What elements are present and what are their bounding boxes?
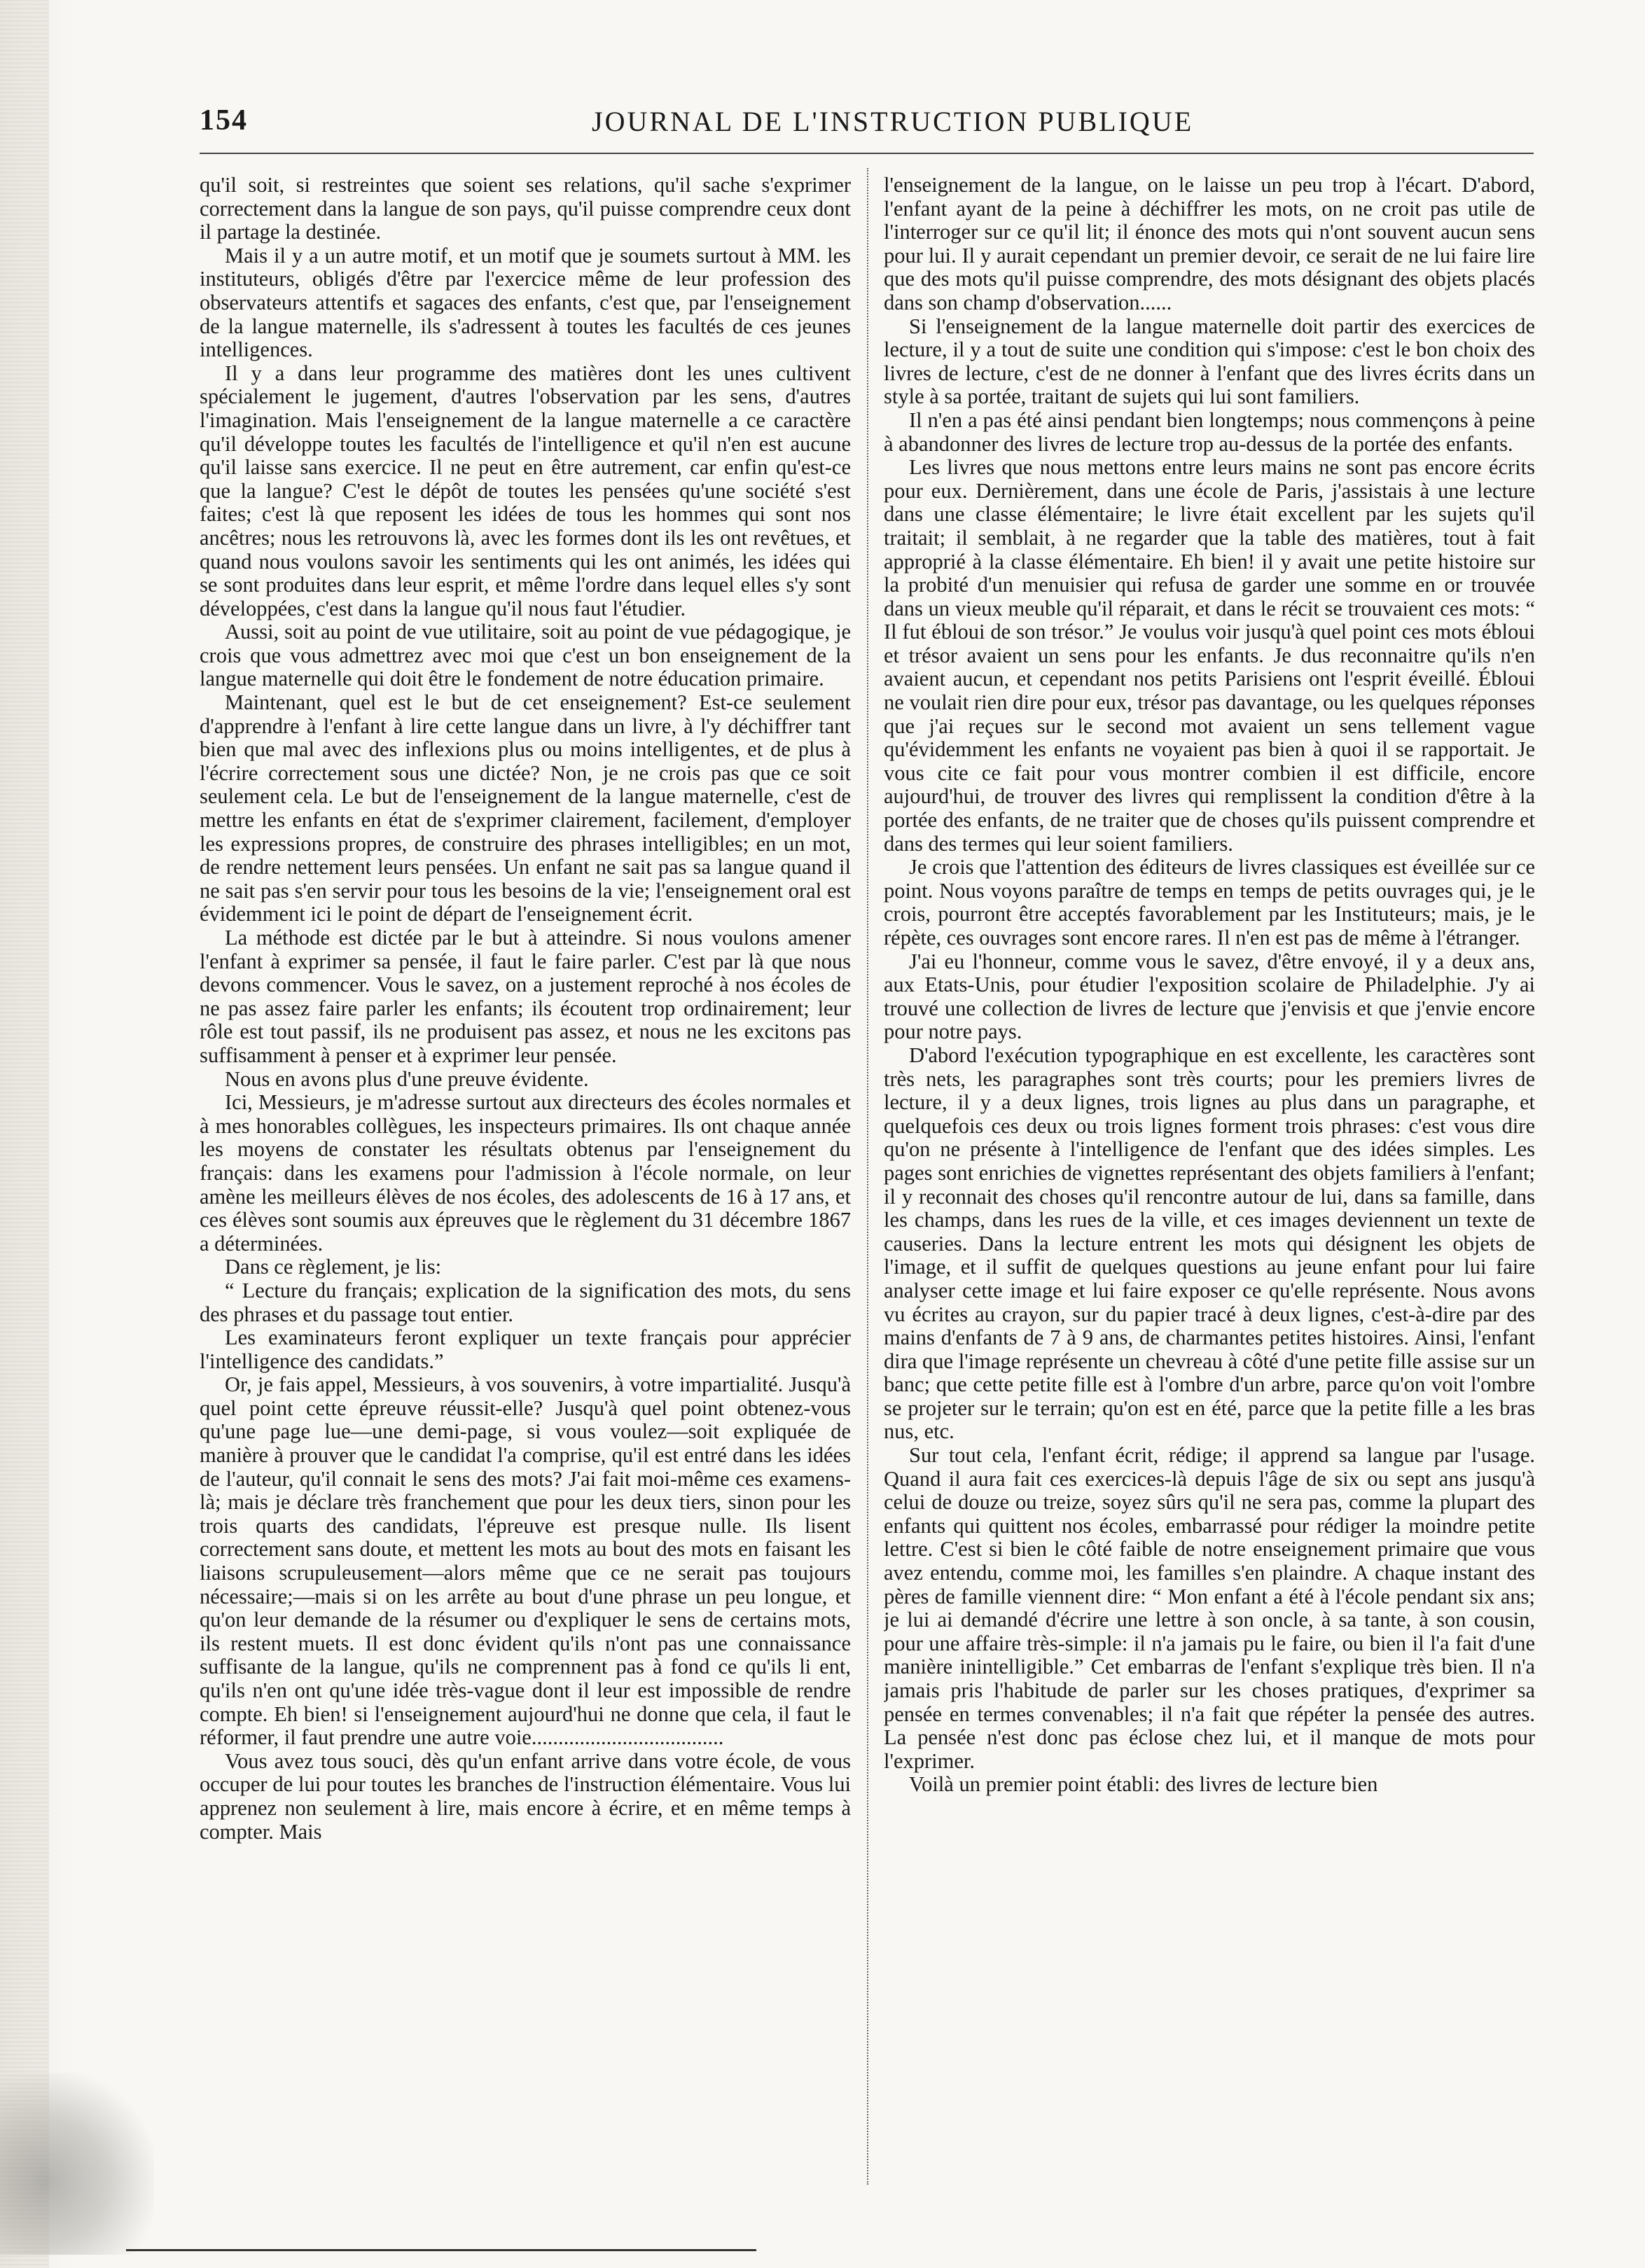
paragraph: La méthode est dictée par le but à atteindre. Si nous voulons amener l'enfant à exprimer sa pensée, il faut le faire parler. C'est par là que nous devons commencer. Vous le savez, on a justement reproché à nos écoles de ne pas assez faire parler les enfants; ils écoutent trop ordinairement; leur rôle est tout passif, ils ne produisent pas assez, et nous ne les excitons pas suffisamment à penser et à exprimer leur pensée. — [200, 926, 851, 1067]
journal-title: JOURNAL DE L'INSTRUCTION PUBLIQUE — [592, 106, 1194, 137]
quoted-paragraph: “ Lecture du français; explication de la signification des mots, du sens des phrases et du passage tout entier. — [200, 1278, 851, 1326]
paragraph: Ici, Messieurs, je m'adresse surtout aux directeurs des écoles normales et à mes honorables collègues, les inspecteurs primaires. Ils ont chaque année les moyens de constater les résultats obtenus par l'enseignement du français: dans les examens pour l'admission à l'école normale, on leur amène les meilleurs élèves de nos écoles, des adolescents de 16 à 17 ans, et ces élèves sont soumis aux épreuves que le règlement du 31 décembre 1867 a déterminées. — [200, 1090, 851, 1255]
header-rule — [200, 153, 1534, 154]
page-corner-smudge — [0, 2073, 154, 2255]
paragraph: Voilà un premier point établi: des livres de lecture bien — [909, 1772, 1378, 1797]
paragraph: Les livres que nous mettons entre leurs mains ne sont pas encore écrits pour eux. Dernièrement, dans une école de Paris, j'assistais à une lecture dans une classe élémentaire; le livre était excellent par les sujets qu'il traitait; il semblait, à ne regarder que la table des matières, tout à fait approprié à la classe élémentaire. Eh bien! il y avait une petite histoire sur la probité d'un menuisier qui refusa de garder une somme en or trouvée dans un vieux meuble qu'il réparait, et dans le récit se trouvaient ces mots: “ Il fut ébloui de son trésor.” Je voulus voir jusqu'à quel point ces mots ébloui et trésor avaient un sens pour les enfants. Je dus reconnaitre qu'ils n'en avaient aucun, et cependant nos petits Parisiens ont l'esprit éveillé. Ébloui ne voulait rien dire pour eux, trésor pas davantage, ou les quelques réponses que j'ai reçues sur le second mot avaient un sens tellement vague qu'évidemment les enfants ne voyaient pas bien à quoi il se rapportait. Je vous cite ce fait pour vous montrer combien il est difficile, encore aujourd'hui, de trouver des livres qui remplissent la condition d'être à la portée des enfants, de ne traiter que de choses qu'ils puissent comprendre et dans des termes qui leur soient familiers. — [884, 455, 1535, 856]
paragraph: qu'il soit, si restreintes que soient ses relations, qu'il sache s'exprimer correctement dans la langue de son pays, qu'il puisse comprendre ceux dont il partage la destinée. — [200, 174, 851, 244]
paragraph: D'abord l'exécution typographique en est excellente, les caractères sont très nets, les paragraphes sont très courts; pour les premiers livres de lecture, il y a deux lignes, trois lignes au plus dans un paragraphe, et quelquefois ces deux ou trois lignes forment trois phrases: c'est vous dire qu'on ne présente à l'intelligence de l'enfant que des idées simples. Les pages sont enrichies de vignettes représentant des objets familiers à l'enfant; il y reconnait des choses qu'il rencontre autour de lui, dans sa famille, dans les champs, dans les rues de la ville, et ces images deviennent un texte de causeries. Dans la lecture entrent les mots qui désignent les objets de l'image, et il suffit de quelques questions au jeune enfant pour lui faire analyser cette image et lui faire exposer ce qu'elle représente. Nous avons vu écrites au crayon, sur du papier tracé à deux lignes, c'est-à-dire par des mains d'enfants de 7 à 9 ans, de charmantes petites histoires. Ainsi, l'enfant dira que l'image représente un chevreau à côté d'une petite fille assise sur un banc; que cette petite fille est à l'ombre d'un arbre, parce qu'on voit l'ombre se projeter sur le terrain; qu'on est en été, parce que la petite fille a les bras nus, etc. — [884, 1043, 1535, 1444]
paragraph: Mais il y a un autre motif, et un motif que je soumets surtout à MM. les instituteurs, obligés d'être par l'exercice même de leur profession des observateurs attentifs et sagaces des enfants, c'est que, par l'enseignement de la langue maternelle, ils s'adressent à toutes les facultés de ces jeunes intelligences. — [200, 243, 851, 362]
page-number: 154 — [200, 104, 248, 137]
paragraph: Maintenant, quel est le but de cet enseignement? Est-ce seulement d'apprendre à l'enfant à lire cette langue dans un livre, à l'y déchiffrer tant bien que mal avec des inflexions plus ou moins intelligentes, et de plus à l'écrire correctement sous une dictée? Non, je ne crois pas que ce soit seulement cela. Le but de l'enseignement de la langue maternelle, c'est de mettre les enfants en état de s'exprimer clairement, facilement, d'employer les expressions propres, de construire des phrases intelligibles; en un mot, de rendre nettement leurs pensées. Un enfant ne sait pas sa langue quand il ne sait pas s'en servir pour tous les besoins de la vie; l'enseignement oral est évidemment ici le point de départ de l'enseignement écrit. — [200, 690, 851, 926]
quoted-paragraph: Les examinateurs feront expliquer un texte français pour apprécier l'intelligence des candidats.” — [200, 1326, 851, 1373]
page-binding-edge — [0, 0, 49, 2268]
right-column — [884, 174, 1535, 2204]
paragraph: Dans ce règlement, je lis: — [225, 1255, 442, 1279]
paragraph: Sur tout cela, l'enfant écrit, rédige; il apprend sa langue par l'usage. Quand il aura fait ces exercices-là depuis l'âge de six ou sept ans jusqu'à celui de douze ou treize, soyez sûrs qu'il ne sera pas, comme la plupart des enfants qui quittent nos écoles, embarrassé pour rédiger la moindre petite lettre. C'est si bien le côté faible de notre enseignement primaire que vous avez entendu, comme moi, les familles s'en plaindre. A chaque instant des pères de famille viennent dire: “ Mon enfant a été à l'école pendant six ans; je lui ai demandé d'écrire une lettre à son oncle, à sa tante, à son cousin, pour une affaire très-simple: il n'a jamais pu le faire, ou bien il l'a fait d'une manière inintelligible.” Cet embarras de l'enfant s'explique très bien. Il n'a jamais pris l'habitude de parler sur les choses pratiques, d'exprimer sa pensée en termes convenables; il n'a fait que répéter la pensée des autres. La pensée n'est donc pas éclose chez lui, et il manque de mots pour l'exprimer. — [884, 1443, 1535, 1773]
page-header — [200, 104, 1530, 146]
paragraph: Il y a dans leur programme des matières dont les unes cultivent spécialement le jugement, d'autres l'observation par les sens, d'autres l'imagination. Mais l'enseignement de la langue maternelle a ce caractère qu'il développe toutes les facultés de l'intelligence et qu'il n'en est aucune qu'il laisse sans exercice. Il ne peut en être autrement, car enfin qu'est-ce que la langue? C'est le dépôt de toutes les pensées qu'une société s'est faites; c'est là que reposent les idées de tous les hommes qui sont nos ancêtres; nous les retrouvons là, avec les formes dont ils les ont revêtues, et quand nous voulons savoir les sentiments qui les ont animés, les idées qui se sont produites dans leur esprit, et même l'ordre dans lequel elles s'y sont développées, c'est dans la langue qu'il nous faut l'étudier. — [200, 361, 851, 620]
bottom-rule — [126, 2249, 756, 2251]
paragraph: Si l'enseignement de la langue maternelle doit partir des exercices de lecture, il y a tout de suite une condition qui s'impose: c'est le bon choix des livres de lecture, c'est de ne donner à l'enfant que des livres écrits dans un style à sa portée, traitant de sujets qui lui sont familiers. — [884, 314, 1535, 409]
paragraph: Vous avez tous souci, dès qu'un enfant arrive dans votre école, de vous occuper de lui pour toutes les branches de l'instruction élémentaire. Vous lui apprenez non seulement à lire, mais encore à écrire, et en même temps à compter. Mais — [200, 1748, 851, 1844]
paragraph: Aussi, soit au point de vue utilitaire, soit au point de vue pédagogique, je crois que vous admettrez avec moi que c'est un bon enseignement de la langue maternelle qui doit être le fondement de notre éducation primaire. — [200, 620, 851, 691]
paragraph: l'enseignement de la langue, on le laisse un peu trop à l'écart. D'abord, l'enfant ayant de la peine à déchiffrer les mots, on ne croit pas utile de l'interroger sur ce qu'il lit; il énonce des mots qui n'ont souvent aucun sens pour lui. Il y aurait cependant un premier devoir, ce serait de ne lui faire lire que des mots qu'il puisse comprendre, des mots désignant des objets placés dans son champ d'observation...... — [884, 174, 1535, 314]
paragraph: Je crois que l'attention des éditeurs de livres classiques est éveillée sur ce point. Nous voyons paraître de temps en temps de petits ouvrages qui, je le crois, pourront être acceptés favorablement par les Instituteurs; mais, je le répète, ces ouvrages sont encore rares. Il n'en est pas de même à l'étranger. — [884, 855, 1535, 949]
left-column — [200, 174, 851, 2204]
paragraph: J'ai eu l'honneur, comme vous le savez, d'être envoyé, il y a deux ans, aux Etats-Unis, pour étudier l'exposition scolaire de Philadelphie. J'y ai trouvé une collection de livres de lecture que j'envisis et que j'envie encore pour notre pays. — [884, 949, 1535, 1044]
column-divider — [867, 168, 868, 2185]
paragraph: Or, je fais appel, Messieurs, à vos souvenirs, à votre impartialité. Jusqu'à quel point cette épreuve réussit-elle? Jusqu'à quel point obtenez-vous qu'une page lue—une demi-page, si vous voulez—soit expliquée de manière à prouver que le candidat l'a comprise, qu'il est entré dans les idées de l'auteur, qu'il connait le sens des mots? J'ai fait moi-même ces examens-là; mais je déclare très franchement que pour les deux tiers, sinon pour les trois quarts des candidats, l'épreuve est presque nulle. Ils lisent correctement sans doute, et mettent les mots au bout des mots en faisant les liaisons scrupuleusement—alors même que ce ne serait pas toujours nécessaire;—mais si on les arrête au bout d'une phrase un peu longue, et qu'on leur demande de la résumer ou d'expliquer le sens de certains mots, ils restent muets. Il est donc évident qu'ils n'ont pas une connaissance suffisante de la langue, qu'ils ne comprennent pas à fond ce qu'ils li ent, qu'ils n'en ont qu'une idée très-vague dont il leur est impossible de rendre compte. Eh bien! si l'enseignement aujourd'hui ne donne que cela, il faut le réformer, il faut prendre une autre voie.................................... — [200, 1372, 851, 1750]
paragraph: Nous en avons plus d'une preuve évidente. — [225, 1066, 589, 1091]
paragraph: Il n'en a pas été ainsi pendant bien longtemps; nous commençons à peine à abandonner des livres de lecture trop au-dessus de la portée des enfants. — [884, 408, 1535, 456]
